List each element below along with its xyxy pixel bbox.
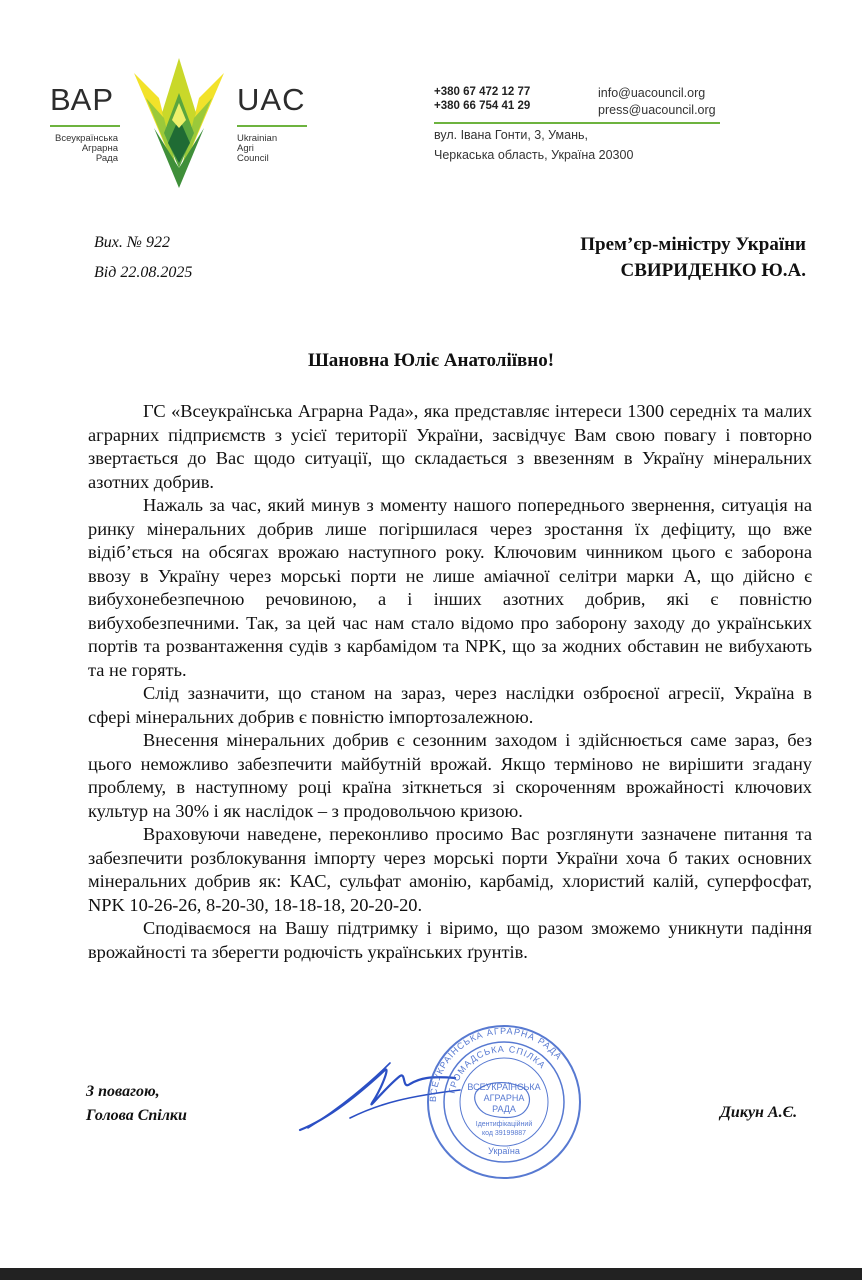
logo-uac-text: UAC (237, 82, 306, 117)
body-paragraph: Слід зазначити, що станом на зараз, через наслідки озброєної агресії, Україна в сфері мінеральних добрив є повністю імпортозалежною. (88, 683, 812, 727)
email-info-link[interactable]: info@uacouncil.org (598, 86, 706, 100)
outgoing-number: Вих. № 922 (94, 234, 170, 251)
svg-text:Україна: Україна (488, 1146, 520, 1156)
body-paragraph: Нажаль за час, який минув з моменту нашого попереднього звернення, ситуація на ринку мінеральних добрив лише погіршилася через зростання їх дефіциту, що вже відіб’ється на обсягах врожаю наступного року. Ключовим чинником цього є заборона ввозу в Україну через морські порти не лише аміачної селітри марки А, що дійсно є вибухонебезпечною речовиною, а і інших азотних добрив, які є повністю вибухобезпечними. Так, за цей час нам стало відомо про заборону заходу до українських портів та розвантаження судів з карбамідом та NPK, що за жодних обставин не вибухають та не горять. (88, 495, 812, 680)
logo-uac-subtitle: Ukrainian Agri Council (237, 133, 278, 164)
letter-date: Від 22.08.2025 (94, 264, 193, 281)
phone-number-1[interactable]: +380 67 472 12 77 (434, 86, 531, 98)
greeting: Шановна Юліє Анатоліївно! (307, 350, 555, 371)
body-paragraph: ГС «Всеукраїнська Аграрна Рада», яка представляє інтереси 1300 середніх та малих аграрних підприємств з усієї території України, засвідчує Вам свою повагу і повторно звертається до Вас щодо ситуації, що складається з ввезенням в Україну мінеральних азотних добрив. (88, 401, 812, 492)
svg-text:код 39199887: код 39199887 (481, 1130, 527, 1137)
logo-divider-left (50, 125, 120, 127)
svg-text:АГРАРНА: АГРАРНА (483, 1093, 525, 1103)
logo-divider-right (237, 125, 307, 127)
postal-address: вул. Івана Гонти, 3, Умань, Черкаська область, Україна 20300 (434, 128, 634, 162)
svg-text:ВСЕУКРАЇНСЬКА АГРАРНА РАДА: ВСЕУКРАЇНСЬКА АГРАРНА РАДА (427, 1025, 565, 1103)
phone-numbers (434, 85, 530, 113)
svg-text:ВСЕУКРАЇНСЬКА: ВСЕУКРАЇНСЬКА (467, 1082, 541, 1092)
organization-stamp (424, 1022, 584, 1182)
email-addresses (598, 85, 716, 119)
phone-number-2[interactable]: +380 66 754 41 29 (434, 100, 531, 112)
svg-text:ГРОМАДСЬКА СПІЛКА: ГРОМАДСЬКА СПІЛКА (446, 1043, 548, 1095)
addressee-block (580, 232, 806, 284)
svg-text:РАДА: РАДА (492, 1104, 516, 1114)
logo-bap-text: ВАР (50, 82, 115, 117)
addressee-position: Прем’єр-міністру України (580, 234, 806, 255)
signature-closing-block (86, 1080, 187, 1128)
logo-bap-subtitle: Всеукраїнська Аграрна Рада (55, 133, 118, 164)
body-paragraph: Внесення мінеральних добрив є сезонним заходом і здійснюється саме зараз, без цього неможливо забезпечити майбутній врожай. Якщо терміново не вирішити згадану проблему, в наступному році країна зіткнеться зі скороченням врожайності ключових культур на 30% і як наслідок – з продовольчою кризою. (88, 730, 812, 821)
email-press-link[interactable]: press@uacouncil.org (598, 103, 716, 117)
svg-text:Ідентифікаційний: Ідентифікаційний (475, 1121, 533, 1128)
contact-divider (434, 122, 720, 124)
addressee-name: СВИРИДЕНКО Ю.А. (620, 260, 806, 281)
bottom-edge-bar (0, 1268, 862, 1280)
closing-phrase: З повагою, (86, 1083, 160, 1100)
signatory-name: Дикун А.Є. (720, 1104, 798, 1121)
letter-body (88, 400, 812, 964)
body-paragraph: Сподіваємося на Вашу підтримку і віримо, що разом зможемо уникнути падіння врожайності та зберегти родючість українських ґрунтів. (88, 918, 812, 962)
signatory-position: Голова Спілки (86, 1107, 187, 1124)
body-paragraph: Враховуючи наведене, переконливо просимо Вас розглянути зазначене питання та забезпечити розблокування імпорту через морські порти України хоча б таких основних мінеральних добрив як: КАС, сульфат амонію, карбамід, хлористий калій, суперфосфат, NPK 10-26-26, 8-20-30, 18-18-18, 20-20-20. (88, 824, 812, 915)
trident-logo-icon (134, 58, 224, 188)
